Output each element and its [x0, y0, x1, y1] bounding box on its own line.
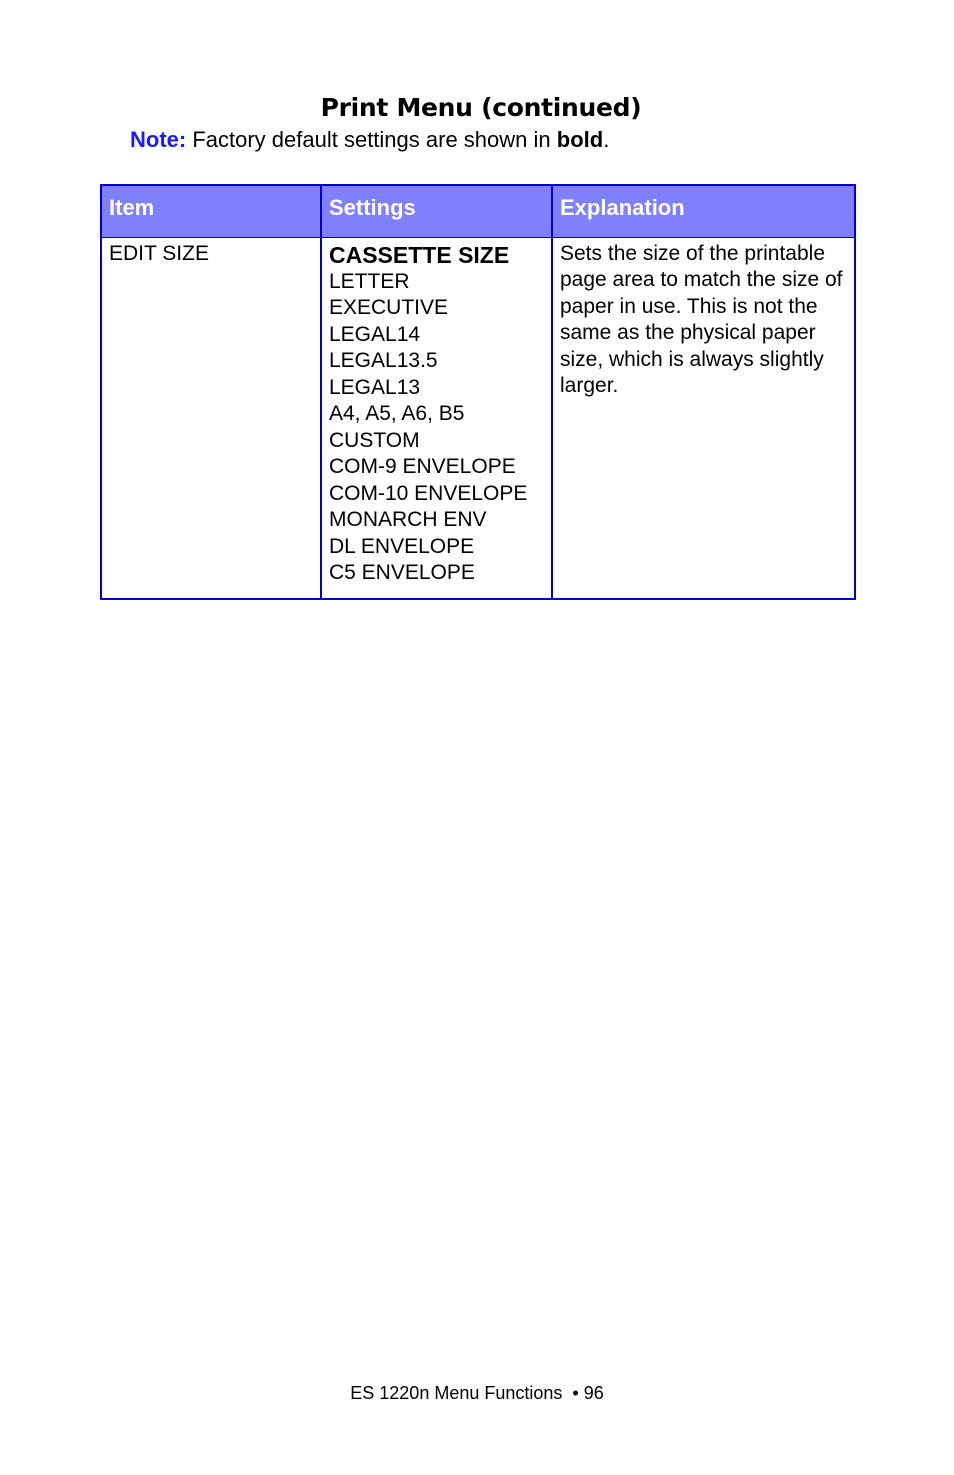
settings-option: A4, A5, A6, B5 [329, 402, 465, 425]
note-label: Note: [130, 127, 187, 152]
note-text-after: . [603, 127, 610, 152]
table-row [101, 237, 855, 599]
settings-option: DL ENVELOPE [329, 534, 475, 558]
note [130, 125, 609, 155]
settings-option: LEGAL14 [329, 322, 421, 346]
settings-option: LEGAL13 [329, 375, 421, 399]
page-footer: ES 1220n Menu Functions • 96 [350, 1383, 604, 1403]
settings-option: LEGAL13.5 [329, 349, 438, 372]
settings-option: C5 ENVELOPE [329, 561, 475, 584]
settings-option: MONARCH ENV [329, 508, 487, 531]
settings-option: EXECUTIVE [329, 296, 449, 319]
header-explanation: Explanation [552, 185, 855, 237]
settings-default: CASSETTE SIZE [329, 241, 510, 268]
header-settings: Settings [321, 185, 552, 237]
explanation-cell: Sets the size of the printable page area to match the size of paper in use. This is not the same as the physical paper size, which is always slightly larger. [560, 241, 843, 397]
header-item: Item [101, 185, 321, 237]
settings-cell [321, 237, 552, 599]
settings-option: COM-9 ENVELOPE [329, 455, 516, 478]
settings-option: COM-10 ENVELOPE [329, 481, 528, 505]
item-cell: EDIT SIZE [101, 237, 321, 599]
table-header-row [101, 185, 855, 237]
note-text-before: Factory default settings are shown in [186, 127, 557, 152]
settings-option: CUSTOM [329, 428, 420, 452]
print-menu-table [100, 184, 856, 600]
page-title: Print Menu (continued) [320, 93, 642, 122]
settings-option: LETTER [329, 269, 410, 293]
note-bold-word: bold [556, 127, 604, 152]
